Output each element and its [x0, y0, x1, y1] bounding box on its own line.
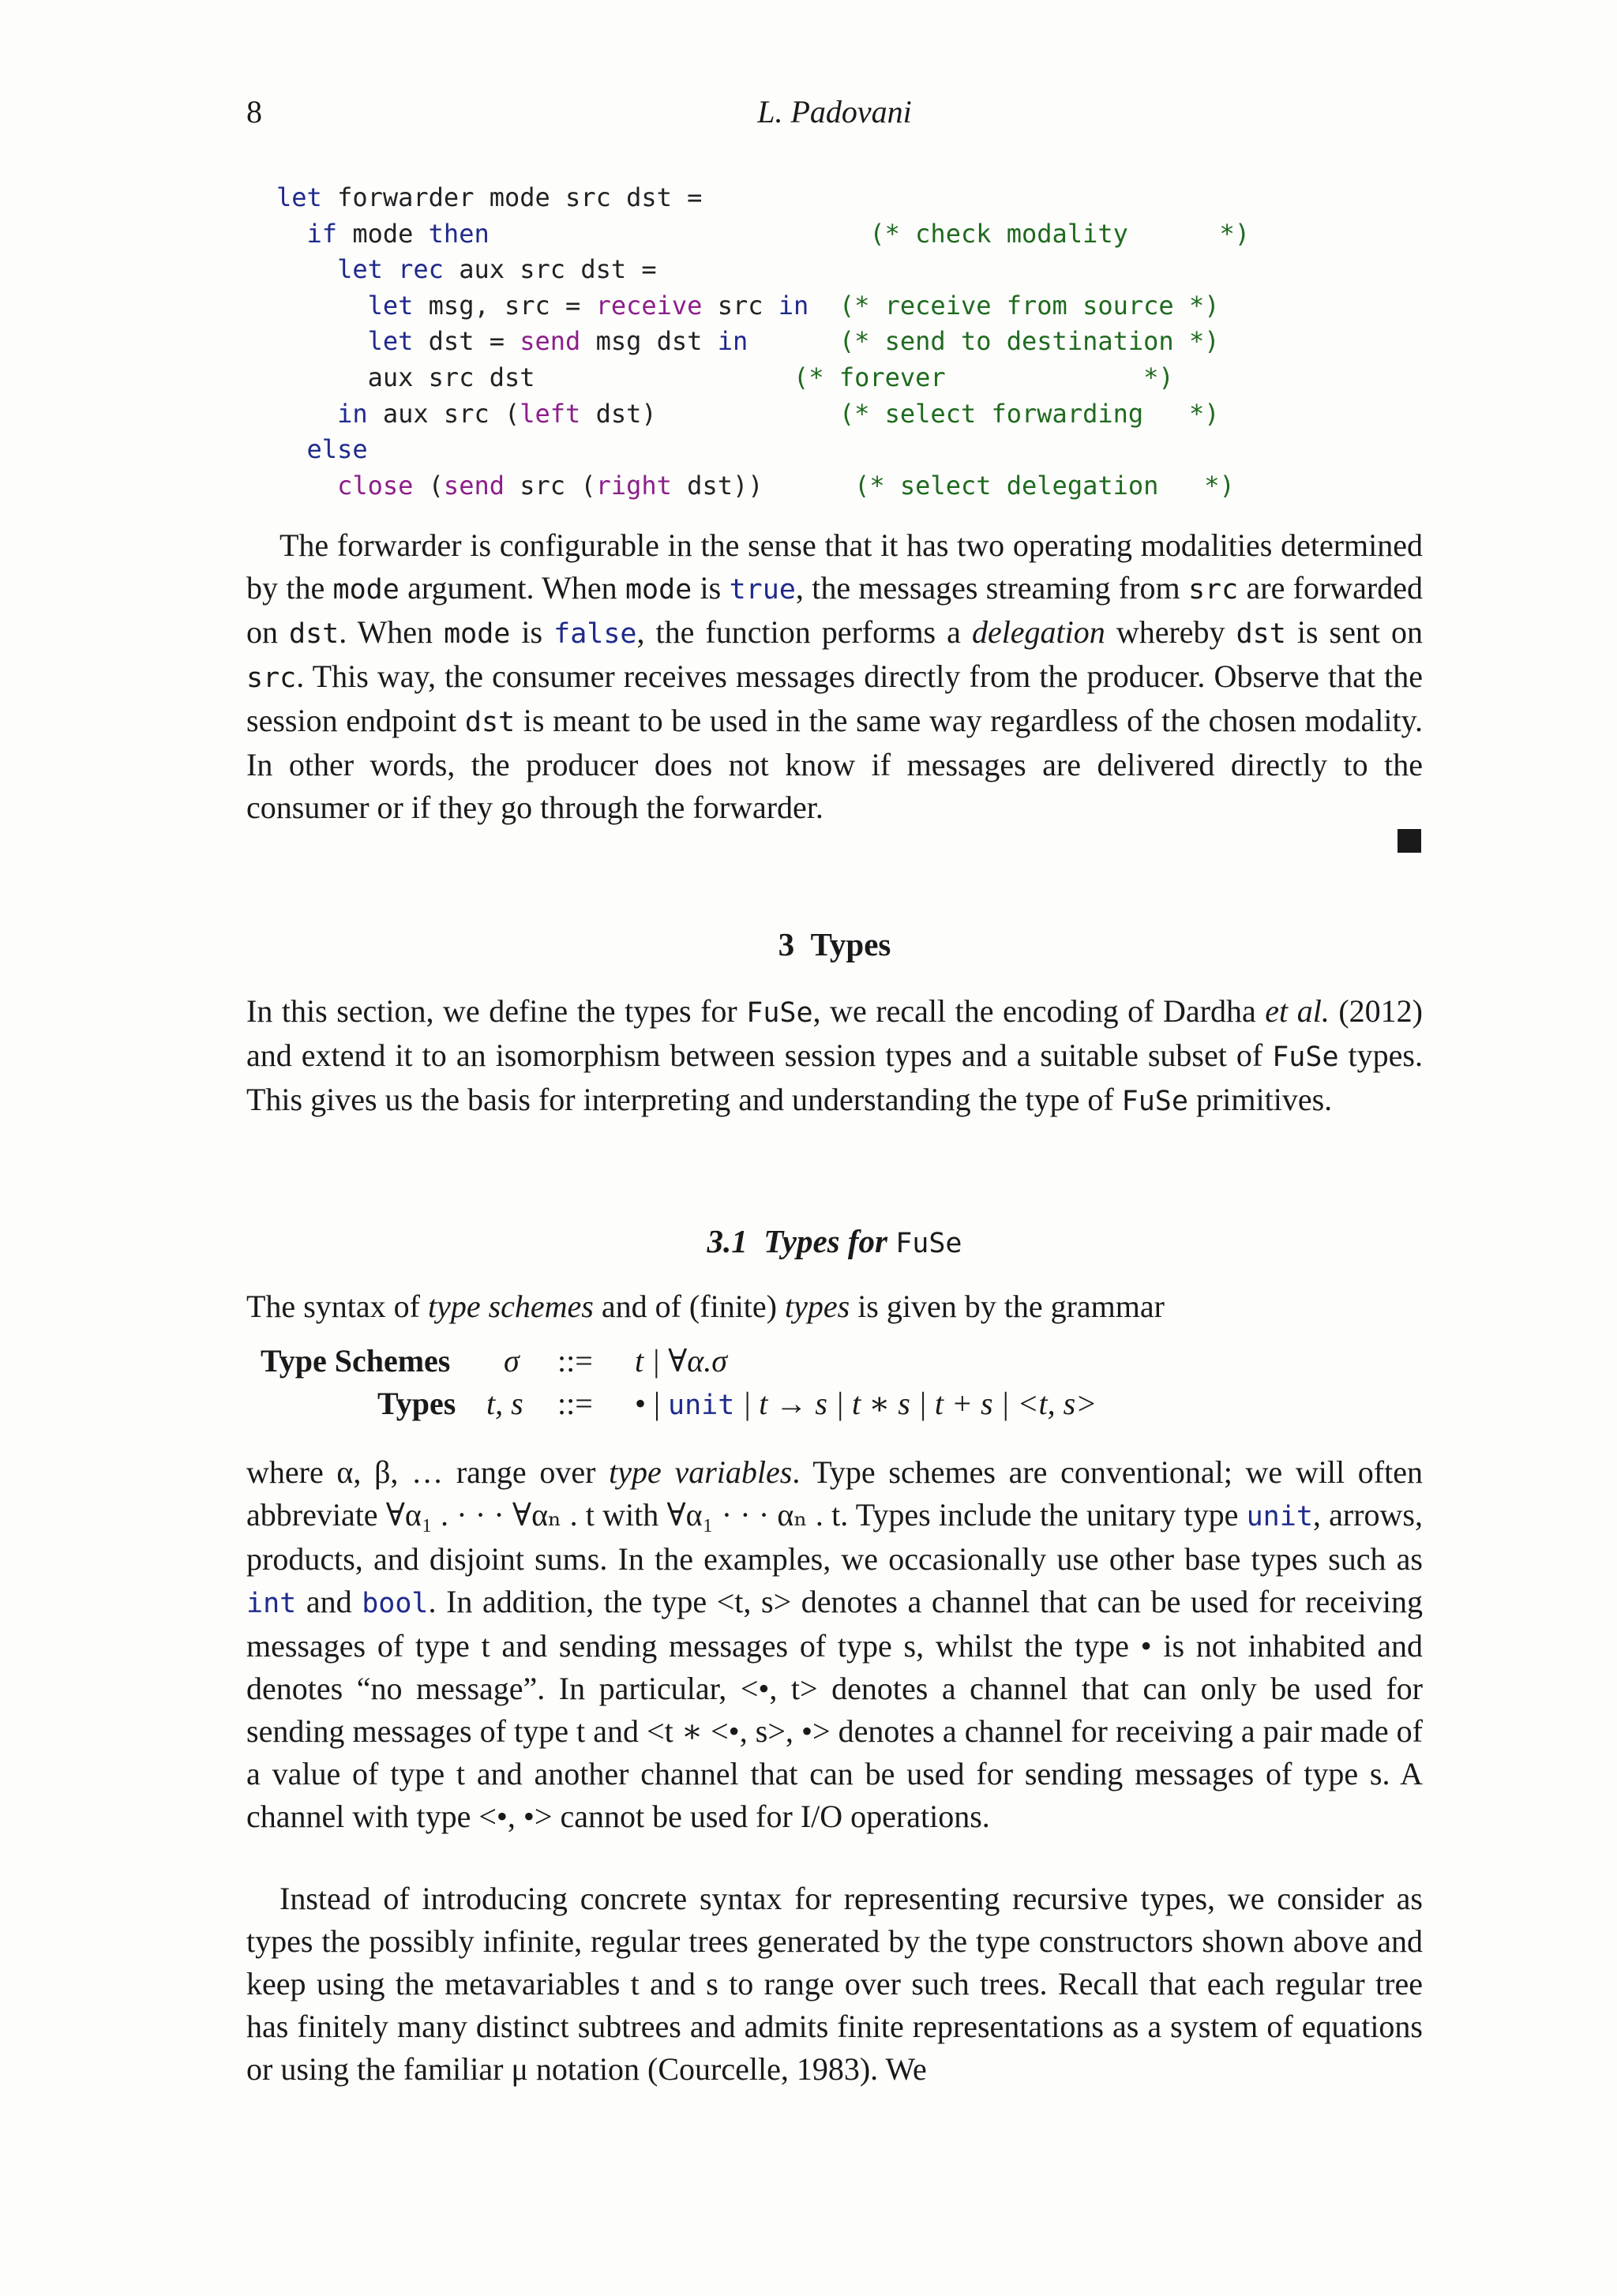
grammar-production: t | ∀α.σ	[635, 1343, 727, 1379]
emphasis: type variables	[609, 1454, 793, 1490]
running-header	[246, 93, 1423, 141]
inline-code: FuSe	[1272, 1041, 1339, 1073]
text: The forwarder is configurable in the sense that it has two operating modalities determined by the	[246, 527, 1423, 606]
qed-square-icon	[1398, 829, 1421, 853]
code-keyword: in	[337, 398, 368, 429]
code-function: receive	[595, 290, 703, 321]
code-text: msg, src =	[413, 290, 596, 321]
code-keyword: else	[306, 434, 368, 465]
code-function: right	[595, 470, 672, 501]
code-keyword: in	[717, 326, 748, 357]
text: is meant to be used in the same way regardless of the chosen modality. In other words, the producer does not know if messages are delivered directly to the consumer or if they go through the forwarder.	[246, 703, 1424, 825]
code-comment: (* receive from source *)	[839, 290, 1220, 321]
code-function: left	[520, 398, 581, 429]
code-function: close	[337, 470, 414, 501]
inline-code: unit	[1246, 1501, 1313, 1533]
inline-code: false	[553, 618, 637, 650]
emphasis: delegation	[971, 614, 1105, 650]
text: is	[692, 570, 730, 606]
code-text: dst)	[580, 398, 657, 429]
code-line-2	[276, 219, 1250, 249]
paragraph-syntax	[246, 1285, 1423, 1328]
code-comment: (* select forwarding *)	[839, 398, 1220, 429]
inline-code: mode	[625, 574, 692, 606]
section-title: Types	[810, 926, 891, 962]
code-line-4	[276, 291, 1219, 321]
text: primitives.	[1187, 1082, 1333, 1117]
paragraph-types-intro	[246, 990, 1423, 1123]
text: is	[510, 614, 554, 650]
text: are forwarded on	[246, 570, 1424, 650]
section-heading	[246, 925, 1423, 963]
emphasis: type schemes	[427, 1289, 594, 1324]
inline-code: src	[1187, 574, 1239, 606]
grammar-operator: ::=	[557, 1343, 593, 1379]
inline-code: mode	[444, 618, 511, 650]
page-number: 8	[246, 94, 262, 129]
text: , we recall the encoding of Dardha	[812, 993, 1266, 1029]
text: and	[296, 1584, 362, 1619]
inline-code: true	[729, 574, 796, 606]
grammar-metavariable: σ	[504, 1343, 520, 1379]
inline-code: FuSe	[746, 997, 813, 1029]
section-number: 3	[778, 926, 795, 962]
code-keyword: let	[367, 326, 414, 357]
inline-code: mode	[332, 574, 400, 606]
code-keyword: let	[276, 182, 322, 212]
code-text: (	[413, 470, 444, 501]
text: . In addition, the type <t, s> denotes a channel that can be used for receiving messages of type t and sending messages of type s, whilst the type • is not inhabited and denotes “no message”. In particular, <•, t> denotes a channel that can only be used for sending messages of type t and <t ∗ <•, s>, •> denotes a channel for receiving a pair made of a value of type t and another channel that can be used for sending messages of type s. A channel with type <•, •> cannot be used for I/O operations.	[246, 1584, 1423, 1834]
code-function: send	[520, 326, 581, 357]
paragraph-forwarder	[246, 524, 1423, 829]
subsection-title: Types for	[763, 1223, 887, 1259]
code-line-8	[276, 434, 368, 464]
code-keyword: let rec	[337, 254, 444, 285]
inline-code: FuSe	[895, 1228, 962, 1259]
text: is given by the grammar	[850, 1289, 1165, 1324]
code-line-3	[276, 254, 657, 284]
inline-code: dst	[289, 618, 340, 650]
text: , the messages streaming from	[795, 570, 1188, 606]
paragraph-type-variables	[246, 1451, 1423, 1838]
subsection-heading	[246, 1222, 1423, 1260]
code-text: src	[702, 290, 778, 321]
code-text: aux src dst =	[443, 254, 657, 285]
code-text: src (	[504, 470, 596, 501]
code-text: mode	[337, 218, 429, 249]
text: , the function performs a	[636, 614, 972, 650]
emphasis: et al.	[1265, 993, 1330, 1029]
code-keyword: in	[778, 290, 809, 321]
running-author: L. Padovani	[757, 94, 912, 129]
code-comment: (* forever *)	[793, 362, 1174, 392]
text: (2012) and extend it to an isomorphism between session types and a suitable subset of	[246, 993, 1424, 1073]
subsection-number: 3.1	[707, 1223, 748, 1259]
paragraph-recursive-types	[246, 1878, 1423, 2091]
text: • |	[635, 1386, 669, 1421]
code-function: send	[443, 470, 505, 501]
inline-code: dst	[1236, 618, 1286, 650]
code-comment: (* select delegation *)	[854, 470, 1235, 501]
grammar-metavariable: t, s	[486, 1386, 523, 1421]
code-comment: (* send to destination *)	[839, 326, 1220, 357]
grammar-production	[635, 1385, 1097, 1422]
inline-code: src	[246, 662, 297, 694]
code-text: aux src (	[367, 398, 520, 429]
inline-code: dst	[464, 707, 516, 738]
grammar-label: Types	[377, 1386, 456, 1421]
code-keyword: then	[428, 218, 490, 249]
code-text: dst =	[413, 326, 520, 357]
code-text: aux src dst	[367, 362, 535, 392]
inline-code: int	[246, 1588, 297, 1619]
text: is sent on	[1285, 614, 1423, 650]
code-keyword: if	[306, 218, 338, 249]
text: where α, β, … range over	[246, 1454, 610, 1490]
inline-code: FuSe	[1121, 1086, 1188, 1117]
code-keyword: let	[367, 290, 414, 321]
text: In this section, we define the types for	[246, 993, 747, 1029]
code-line-9	[276, 471, 1235, 501]
code-line-7	[276, 399, 1219, 429]
text: . Type schemes are conventional; we will often abbreviate ∀α₁ . · · · ∀αₙ . t with ∀α₁ · · · αₙ . t. Types include the unitary type	[246, 1454, 1423, 1533]
text: . This way, the consumer receives messages directly from the producer. Observe that the session endpoint	[246, 658, 1423, 738]
grammar-label: Type Schemes	[261, 1343, 451, 1379]
text: . When	[339, 614, 445, 650]
code-text: forwarder mode src dst =	[321, 182, 703, 212]
inline-code: bool	[362, 1588, 429, 1619]
code-text: dst))	[671, 470, 763, 501]
text: Instead of introducing concrete syntax for representing recursive types, we consider as types the possibly infinite, regular trees generated by the type constructors shown above and keep using the metavariables t and s to range over such trees. Recall that each regular tree has finitely many distinct subtrees and admits finite representations as a system of equations or using the familiar μ notation (Courcelle, 1983). We	[246, 1881, 1423, 2087]
text: The syntax of	[246, 1289, 428, 1324]
code-comment: (* check modality *)	[869, 218, 1250, 249]
code-line-6	[276, 362, 1174, 392]
code-listing	[276, 180, 1250, 504]
emphasis: types	[785, 1289, 850, 1324]
code-line-5	[276, 326, 1219, 356]
text: and of (finite)	[593, 1289, 785, 1324]
text: whereby	[1105, 614, 1236, 650]
text: argument. When	[399, 570, 625, 606]
code-text: msg dst	[580, 326, 718, 357]
text: | t → s | t ∗ s | t + s | <t, s>	[734, 1386, 1097, 1421]
code-line-1	[276, 182, 702, 212]
text: , arrows, products, and disjoint sums. In the examples, we occasionally use other base types such as	[246, 1497, 1423, 1577]
inline-code: unit	[668, 1390, 735, 1421]
text: types. This gives us the basis for interpreting and understanding the type of	[246, 1037, 1423, 1117]
grammar-operator: ::=	[557, 1386, 593, 1421]
